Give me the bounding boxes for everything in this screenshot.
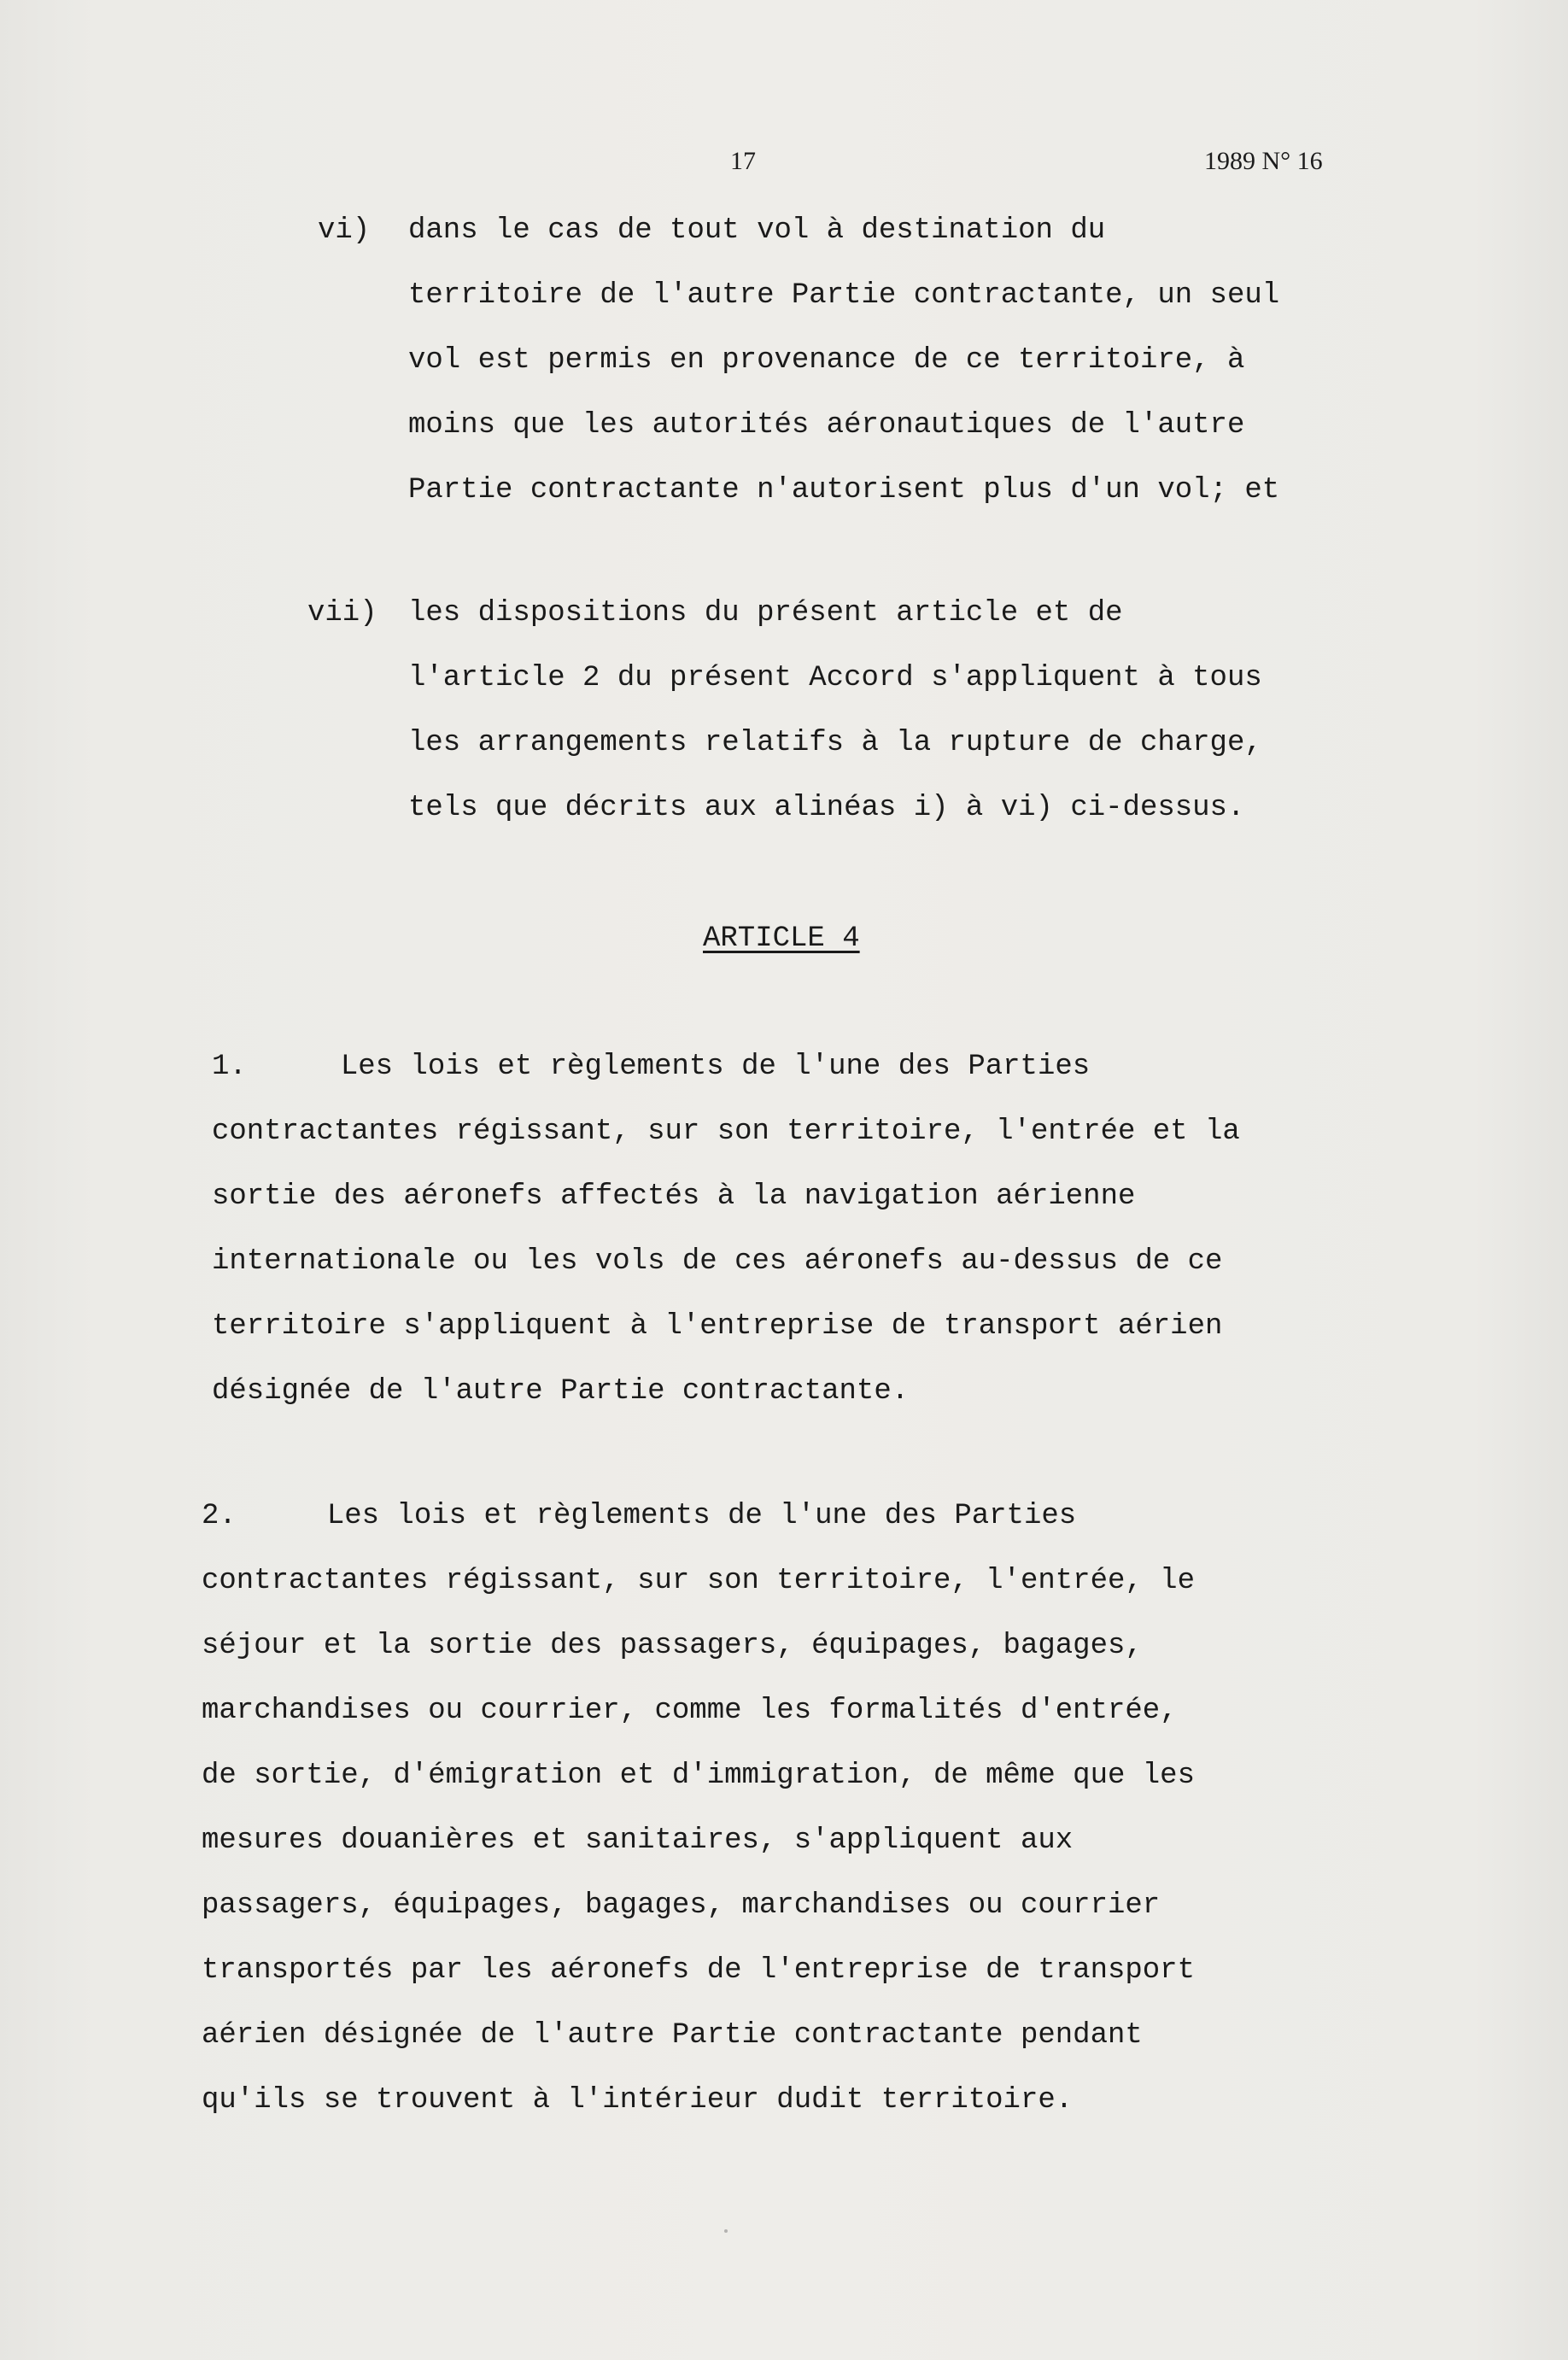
text-line: séjour et la sortie des passagers, équipages, bagages, bbox=[202, 1630, 1143, 1662]
paragraph-label: 2. bbox=[202, 1500, 237, 1532]
item-label: vi) bbox=[318, 214, 371, 247]
text-line: les arrangements relatifs à la rupture de charge, bbox=[408, 727, 1262, 759]
text-line: les dispositions du présent article et de bbox=[408, 597, 1123, 630]
text-line: transportés par les aéronefs de l'entreprise de transport bbox=[202, 1954, 1195, 1987]
text-line: mesures douanières et sanitaires, s'appliquent aux bbox=[202, 1824, 1074, 1857]
text-line: sortie des aéronefs affectés à la navigation aérienne bbox=[212, 1180, 1136, 1213]
list-item bbox=[408, 198, 1279, 523]
text-line: qu'ils se trouvent à l'intérieur dudit territoire. bbox=[202, 2084, 1074, 2117]
text-line: désignée de l'autre Partie contractante. bbox=[212, 1375, 910, 1408]
text-line: dans le cas de tout vol à destination du bbox=[408, 214, 1106, 247]
text-line: de sortie, d'émigration et d'immigration, de même que les bbox=[202, 1760, 1195, 1792]
item-label: vii) bbox=[307, 597, 377, 630]
paragraph bbox=[212, 1034, 1240, 1424]
text-line: moins que les autorités aéronautiques de l'autre bbox=[408, 409, 1245, 442]
text-line: contractantes régissant, sur son territoire, l'entrée, le bbox=[202, 1565, 1195, 1597]
text-line: territoire s'appliquent à l'entreprise de transport aérien bbox=[212, 1310, 1223, 1343]
text-line: tels que décrits aux alinéas i) à vi) ci-dessus. bbox=[408, 792, 1245, 824]
document-reference: 1989 N° 16 bbox=[1204, 147, 1323, 175]
text-line: vol est permis en provenance de ce territoire, à bbox=[408, 344, 1245, 377]
text-line: Partie contractante n'autorisent plus d'un vol; et bbox=[408, 474, 1280, 507]
text-line bbox=[202, 1484, 1195, 1549]
paragraph-label: 1. bbox=[212, 1051, 247, 1083]
article-heading: ARTICLE 4 bbox=[703, 922, 860, 955]
text-line: territoire de l'autre Partie contractante, un seul bbox=[408, 279, 1280, 312]
text-line: passagers, équipages, bagages, marchandises ou courrier bbox=[202, 1889, 1161, 1922]
text-line: l'article 2 du présent Accord s'appliquent à tous bbox=[408, 662, 1262, 694]
paragraph bbox=[202, 1484, 1195, 2133]
scan-speck bbox=[724, 2229, 728, 2233]
text-line: contractantes régissant, sur son territoire, l'entrée et la bbox=[212, 1116, 1240, 1148]
list-item bbox=[408, 581, 1262, 840]
page-number: 17 bbox=[730, 147, 756, 175]
text-line: marchandises ou courrier, comme les formalités d'entrée, bbox=[202, 1695, 1178, 1727]
text-line-start: Les lois et règlements de l'une des Parties bbox=[340, 1051, 1091, 1083]
text-line bbox=[212, 1034, 1240, 1099]
text-line: aérien désignée de l'autre Partie contractante pendant bbox=[202, 2019, 1143, 2052]
text-line-start: Les lois et règlements de l'une des Parties bbox=[326, 1500, 1077, 1532]
text-line: internationale ou les vols de ces aéronefs au-dessus de ce bbox=[212, 1245, 1223, 1278]
